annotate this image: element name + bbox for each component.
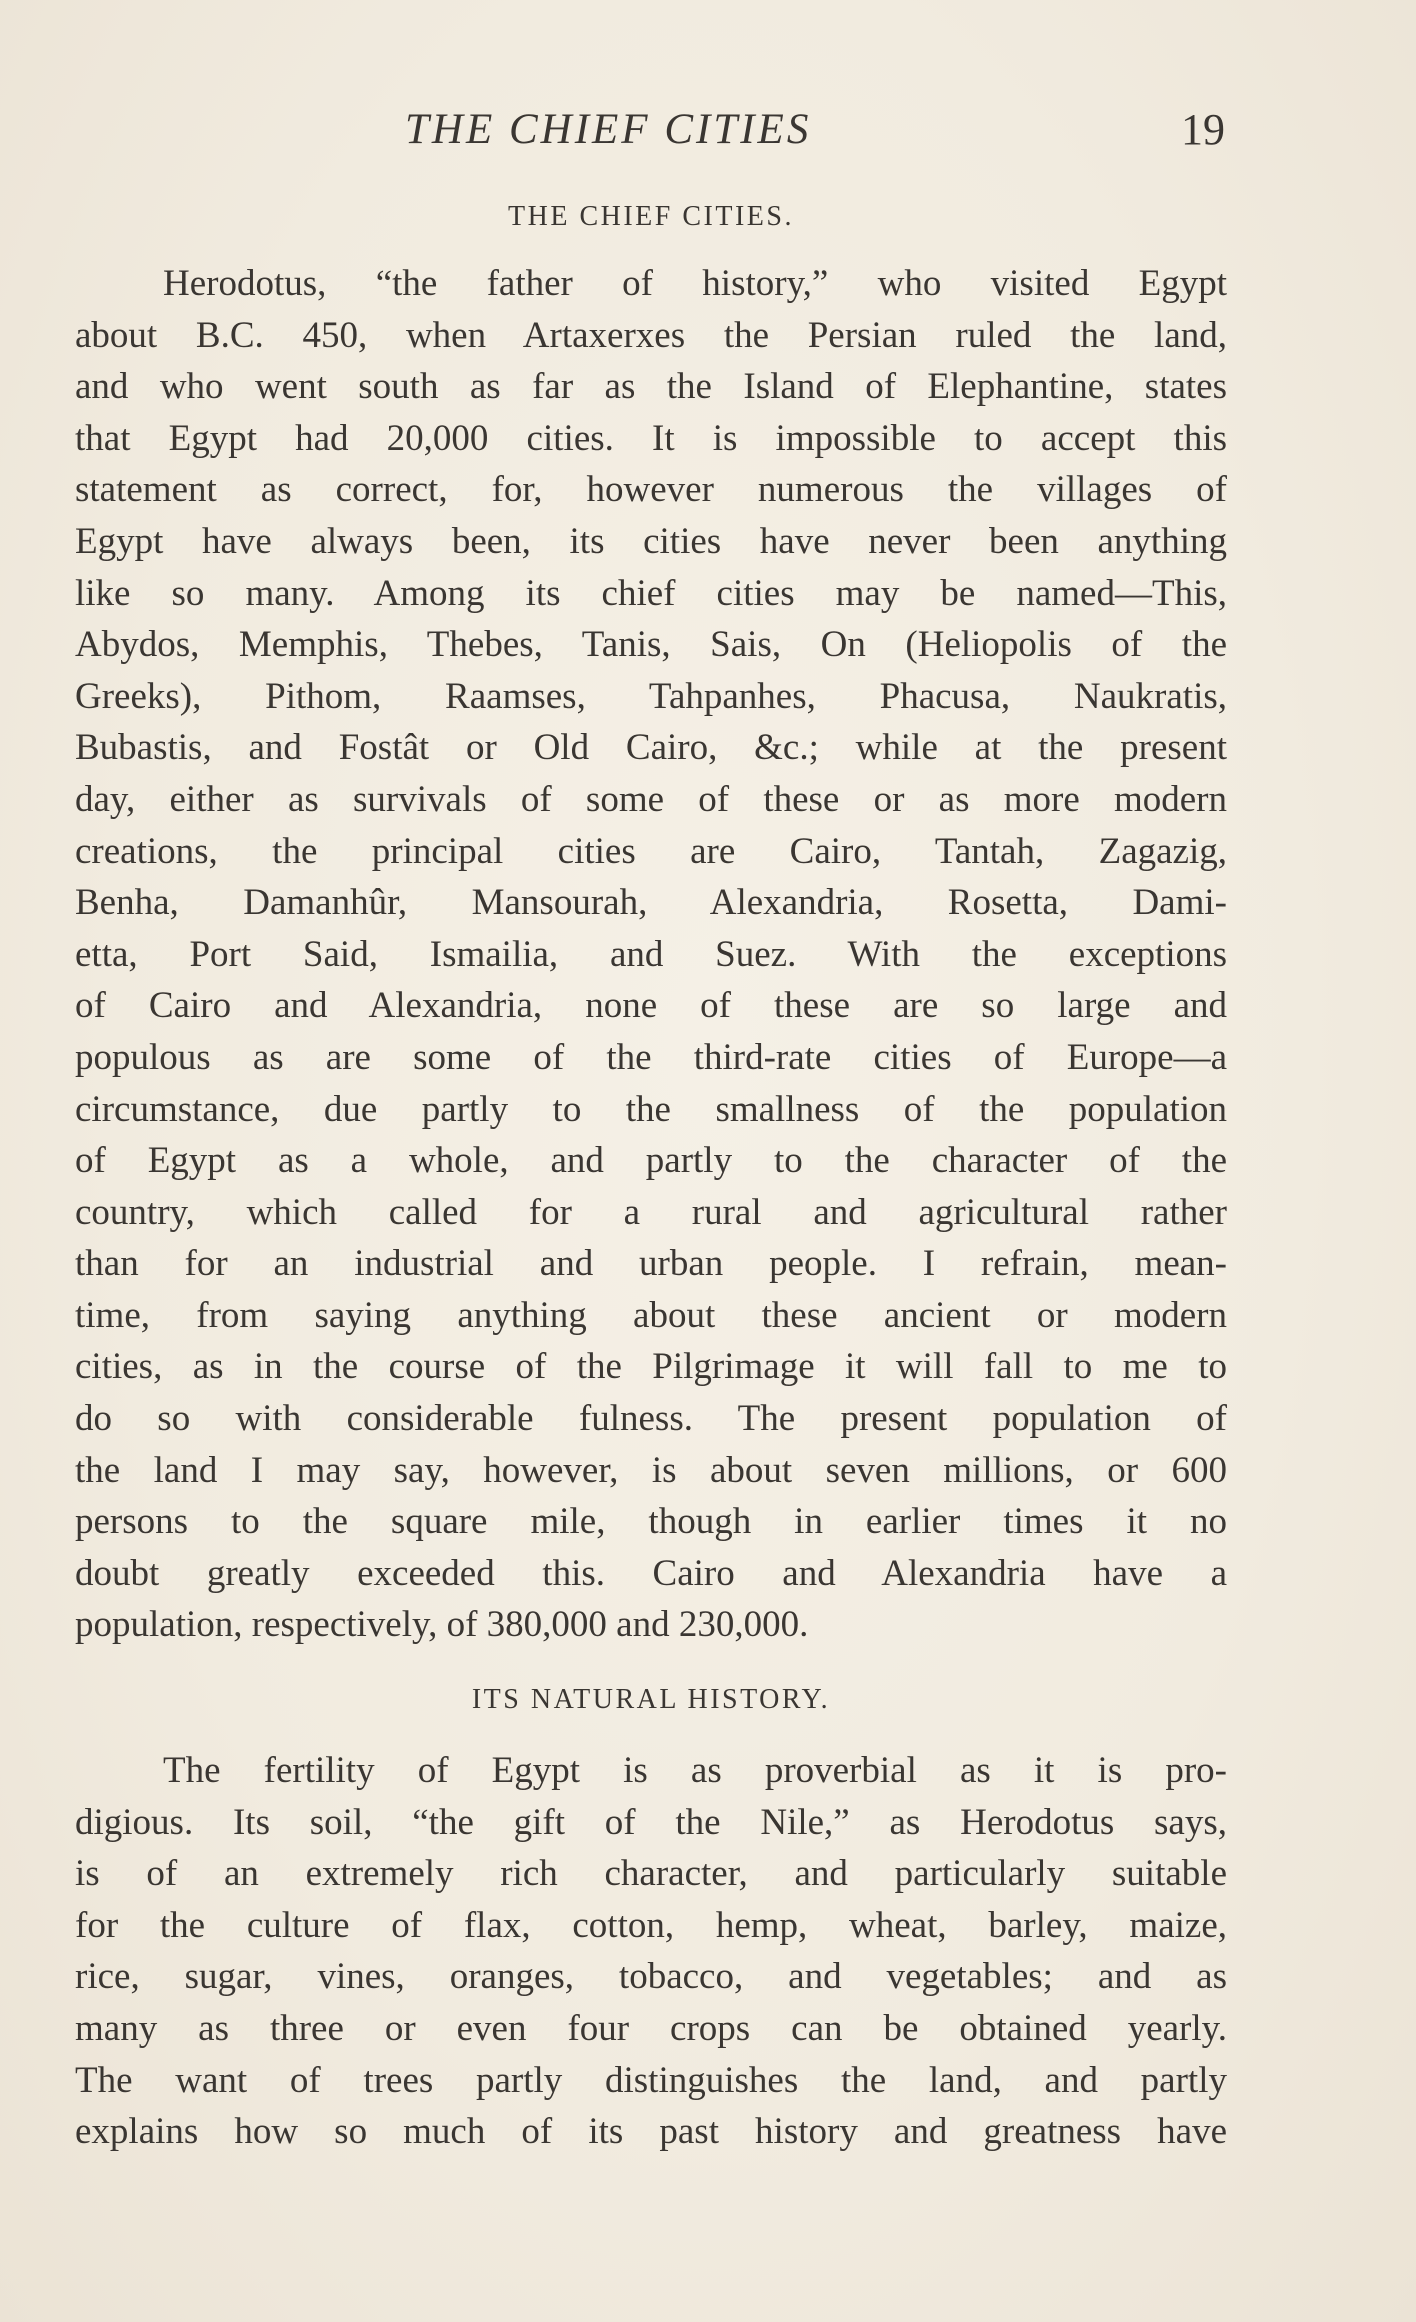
paragraph-line: Abydos, Memphis, Thebes, Tanis, Sais, On (Heliopolis of the <box>75 624 1227 666</box>
paragraph-line: Benha, Damanhûr, Mansourah, Alexandria, Rosetta, Dami- <box>75 882 1227 924</box>
paragraph-line: populous as are some of the third-rate cities of Europe—a <box>75 1036 1227 1078</box>
paragraph-line: The want of trees partly distinguishes the land, and partly <box>75 2059 1227 2101</box>
paragraph-line: country, which called for a rural and agricultural rather <box>75 1191 1227 1233</box>
paragraph-line: Bubastis, and Fostât or Old Cairo, &c.; while at the present <box>75 727 1227 769</box>
paragraph-line: is of an extremely rich character, and particularly suitable <box>75 1853 1227 1895</box>
paragraph-line: many as three or even four crops can be obtained yearly. <box>75 2008 1227 2049</box>
section-heading-natural-history: ITS NATURAL HISTORY. <box>471 1684 831 1716</box>
paragraph-line: cities, as in the course of the Pilgrimage it will fall to me to <box>75 1346 1227 1388</box>
paragraph-line: persons to the square mile, though in earlier times it no <box>75 1501 1227 1543</box>
paragraph-line: creations, the principal cities are Cairo, Tantah, Zagazig, <box>75 830 1227 872</box>
paragraph-line: that Egypt had 20,000 cities. It is impossible to accept this <box>75 417 1227 459</box>
paragraph-line: of Cairo and Alexandria, none of these are so large and <box>75 985 1227 1027</box>
page-number: 19 <box>1181 105 1225 154</box>
paragraph-line: like so many. Among its chief cities may be named—This, <box>75 572 1227 614</box>
paragraph-line: circumstance, due partly to the smallness of the population <box>75 1088 1227 1130</box>
paragraph-line: Herodotus, “the father of history,” who visited Egypt <box>163 263 1227 304</box>
paragraph-line: about B.C. 450, when Artaxerxes the Persian ruled the land, <box>75 314 1227 356</box>
running-title: THE CHIEF CITIES <box>405 106 812 153</box>
paragraph-line: of Egypt as a whole, and partly to the character of the <box>75 1140 1227 1182</box>
paragraph-line: rice, sugar, vines, oranges, tobacco, and vegetables; and as <box>75 1956 1227 1998</box>
paragraph-line: population, respectively, of 380,000 and 230,000. <box>75 1604 809 1646</box>
paragraph-line: do so with considerable fulness. The present population of <box>75 1398 1227 1440</box>
paragraph-line: doubt greatly exceeded this. Cairo and Alexandria have a <box>75 1552 1227 1594</box>
paragraph-line: digious. Its soil, “the gift of the Nile,” as Herodotus says, <box>75 1801 1227 1843</box>
body-text <box>75 196 1227 2158</box>
paragraph-line: for the culture of flax, cotton, hemp, wheat, barley, maize, <box>75 1904 1227 1946</box>
paragraph-line: and who went south as far as the Island of Elephantine, states <box>75 366 1227 408</box>
paragraph-line: statement as correct, for, however numerous the villages of <box>75 469 1227 511</box>
paragraph-line: explains how so much of its past history and greatness have <box>75 2111 1227 2153</box>
paragraph-line: the land I may say, however, is about seven millions, or 600 <box>75 1449 1227 1491</box>
paragraph-line: etta, Port Said, Ismailia, and Suez. With the exceptions <box>75 933 1227 975</box>
paragraph-line: day, either as survivals of some of these or as more modern <box>75 778 1227 820</box>
paragraph-line: time, from saying anything about these ancient or modern <box>75 1294 1227 1336</box>
paragraph-line: Egypt have always been, its cities have never been anything <box>75 520 1227 562</box>
paragraph-line: Greeks), Pithom, Raamses, Tahpanhes, Phacusa, Naukratis, <box>75 675 1227 717</box>
running-head <box>75 100 1225 160</box>
paragraph-line: than for an industrial and urban people. I refrain, mean- <box>75 1243 1227 1285</box>
paragraph-line: The fertility of Egypt is as proverbial as it is pro- <box>163 1750 1227 1792</box>
section-heading-chief-cities: THE CHIEF CITIES. <box>508 201 794 232</box>
